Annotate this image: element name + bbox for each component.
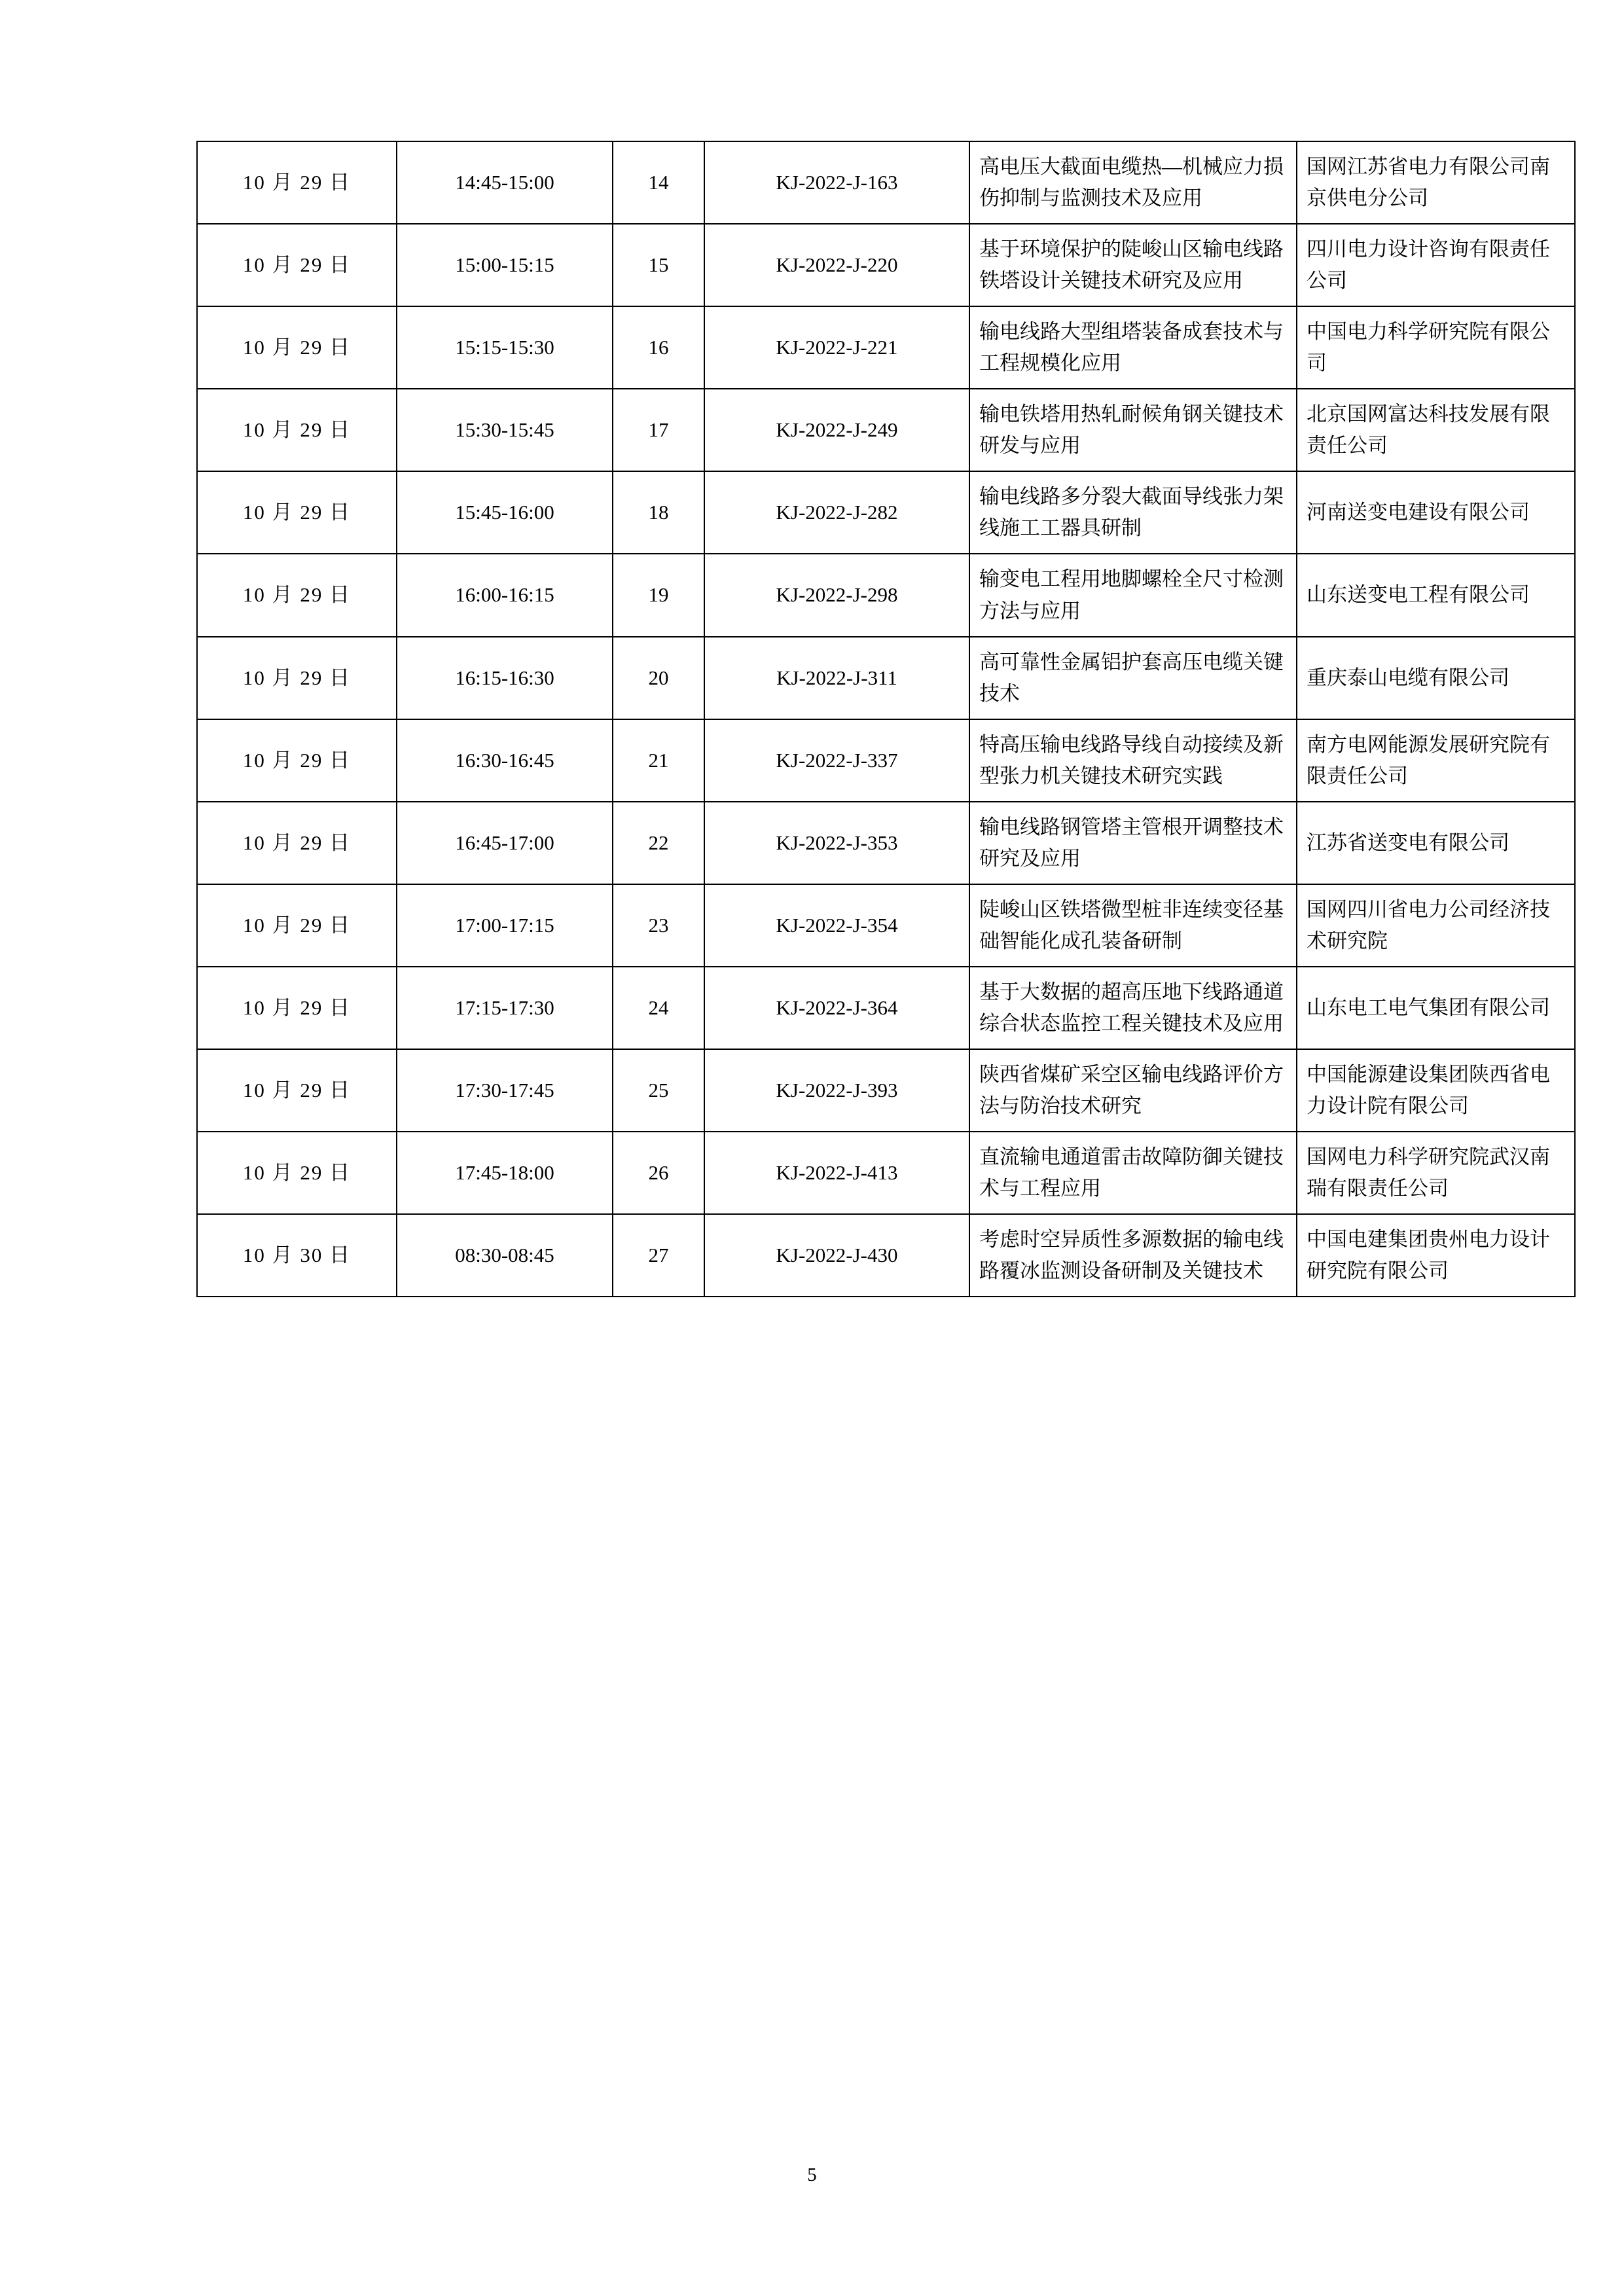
cell-time: 15:30-15:45	[397, 389, 613, 471]
cell-title: 考虑时空异质性多源数据的输电线路覆冰监测设备研制及关键技术	[969, 1214, 1297, 1297]
cell-title: 高可靠性金属铝护套高压电缆关键技术	[969, 637, 1297, 719]
cell-time: 16:30-16:45	[397, 719, 613, 802]
table-row	[197, 637, 1575, 719]
cell-date: 10 月 29 日	[197, 224, 397, 306]
cell-org: 山东电工电气集团有限公司	[1297, 967, 1575, 1049]
cell-title: 输电线路多分裂大截面导线张力架线施工工器具研制	[969, 471, 1297, 554]
cell-code: KJ-2022-J-393	[704, 1049, 969, 1132]
table-row	[197, 719, 1575, 802]
cell-code: KJ-2022-J-163	[704, 141, 969, 224]
cell-code: KJ-2022-J-413	[704, 1132, 969, 1214]
cell-time: 16:00-16:15	[397, 554, 613, 636]
cell-title: 输电铁塔用热轧耐候角钢关键技术研发与应用	[969, 389, 1297, 471]
cell-time: 17:30-17:45	[397, 1049, 613, 1132]
cell-no: 23	[613, 884, 704, 967]
cell-code: KJ-2022-J-337	[704, 719, 969, 802]
cell-org: 中国电力科学研究院有限公司	[1297, 306, 1575, 389]
cell-no: 27	[613, 1214, 704, 1297]
cell-code: KJ-2022-J-353	[704, 802, 969, 884]
cell-org: 中国能源建设集团陕西省电力设计院有限公司	[1297, 1049, 1575, 1132]
cell-code: KJ-2022-J-221	[704, 306, 969, 389]
cell-no: 17	[613, 389, 704, 471]
cell-title: 输变电工程用地脚螺栓全尺寸检测方法与应用	[969, 554, 1297, 636]
cell-date: 10 月 29 日	[197, 389, 397, 471]
cell-time: 16:15-16:30	[397, 637, 613, 719]
cell-org: 中国电建集团贵州电力设计研究院有限公司	[1297, 1214, 1575, 1297]
cell-no: 26	[613, 1132, 704, 1214]
cell-title: 特高压输电线路导线自动接续及新型张力机关键技术研究实践	[969, 719, 1297, 802]
cell-time: 15:45-16:00	[397, 471, 613, 554]
table-row	[197, 389, 1575, 471]
cell-title: 陡峻山区铁塔微型桩非连续变径基础智能化成孔装备研制	[969, 884, 1297, 967]
cell-date: 10 月 30 日	[197, 1214, 397, 1297]
cell-title: 高电压大截面电缆热—机械应力损伤抑制与监测技术及应用	[969, 141, 1297, 224]
cell-date: 10 月 29 日	[197, 802, 397, 884]
cell-title: 陕西省煤矿采空区输电线路评价方法与防治技术研究	[969, 1049, 1297, 1132]
cell-code: KJ-2022-J-249	[704, 389, 969, 471]
cell-org: 四川电力设计咨询有限责任公司	[1297, 224, 1575, 306]
table-row	[197, 1049, 1575, 1132]
table-row	[197, 554, 1575, 636]
cell-code: KJ-2022-J-430	[704, 1214, 969, 1297]
table-row	[197, 884, 1575, 967]
cell-code: KJ-2022-J-364	[704, 967, 969, 1049]
table-row	[197, 1132, 1575, 1214]
cell-time: 17:15-17:30	[397, 967, 613, 1049]
cell-no: 16	[613, 306, 704, 389]
cell-org: 北京国网富达科技发展有限责任公司	[1297, 389, 1575, 471]
cell-code: KJ-2022-J-354	[704, 884, 969, 967]
table-row	[197, 967, 1575, 1049]
cell-code: KJ-2022-J-298	[704, 554, 969, 636]
cell-time: 14:45-15:00	[397, 141, 613, 224]
cell-date: 10 月 29 日	[197, 141, 397, 224]
cell-date: 10 月 29 日	[197, 719, 397, 802]
cell-title: 基于大数据的超高压地下线路通道综合状态监控工程关键技术及应用	[969, 967, 1297, 1049]
cell-date: 10 月 29 日	[197, 1132, 397, 1214]
cell-no: 24	[613, 967, 704, 1049]
cell-date: 10 月 29 日	[197, 967, 397, 1049]
cell-time: 08:30-08:45	[397, 1214, 613, 1297]
page-number: 5	[807, 2164, 817, 2185]
cell-time: 16:45-17:00	[397, 802, 613, 884]
table-row	[197, 141, 1575, 224]
cell-time: 15:00-15:15	[397, 224, 613, 306]
cell-code: KJ-2022-J-220	[704, 224, 969, 306]
cell-title: 输电线路钢管塔主管根开调整技术研究及应用	[969, 802, 1297, 884]
cell-no: 20	[613, 637, 704, 719]
table-row	[197, 802, 1575, 884]
cell-code: KJ-2022-J-311	[704, 637, 969, 719]
cell-org: 南方电网能源发展研究院有限责任公司	[1297, 719, 1575, 802]
cell-no: 21	[613, 719, 704, 802]
table-row	[197, 471, 1575, 554]
cell-time: 17:45-18:00	[397, 1132, 613, 1214]
cell-date: 10 月 29 日	[197, 637, 397, 719]
cell-no: 22	[613, 802, 704, 884]
table-row	[197, 1214, 1575, 1297]
cell-no: 14	[613, 141, 704, 224]
cell-org: 国网江苏省电力有限公司南京供电分公司	[1297, 141, 1575, 224]
cell-time: 15:15-15:30	[397, 306, 613, 389]
cell-org: 重庆泰山电缆有限公司	[1297, 637, 1575, 719]
table-row	[197, 224, 1575, 306]
cell-no: 15	[613, 224, 704, 306]
cell-time: 17:00-17:15	[397, 884, 613, 967]
cell-org: 国网电力科学研究院武汉南瑞有限责任公司	[1297, 1132, 1575, 1214]
schedule-table-body	[197, 141, 1575, 1297]
cell-no: 18	[613, 471, 704, 554]
cell-title: 直流输电通道雷击故障防御关键技术与工程应用	[969, 1132, 1297, 1214]
cell-org: 山东送变电工程有限公司	[1297, 554, 1575, 636]
cell-org: 江苏省送变电有限公司	[1297, 802, 1575, 884]
table-row	[197, 306, 1575, 389]
cell-date: 10 月 29 日	[197, 1049, 397, 1132]
schedule-table	[196, 141, 1576, 1297]
cell-no: 25	[613, 1049, 704, 1132]
cell-org: 国网四川省电力公司经济技术研究院	[1297, 884, 1575, 967]
cell-code: KJ-2022-J-282	[704, 471, 969, 554]
cell-no: 19	[613, 554, 704, 636]
cell-date: 10 月 29 日	[197, 306, 397, 389]
cell-date: 10 月 29 日	[197, 471, 397, 554]
cell-title: 输电线路大型组塔装备成套技术与工程规模化应用	[969, 306, 1297, 389]
cell-title: 基于环境保护的陡峻山区输电线路铁塔设计关键技术研究及应用	[969, 224, 1297, 306]
cell-org: 河南送变电建设有限公司	[1297, 471, 1575, 554]
cell-date: 10 月 29 日	[197, 554, 397, 636]
cell-date: 10 月 29 日	[197, 884, 397, 967]
